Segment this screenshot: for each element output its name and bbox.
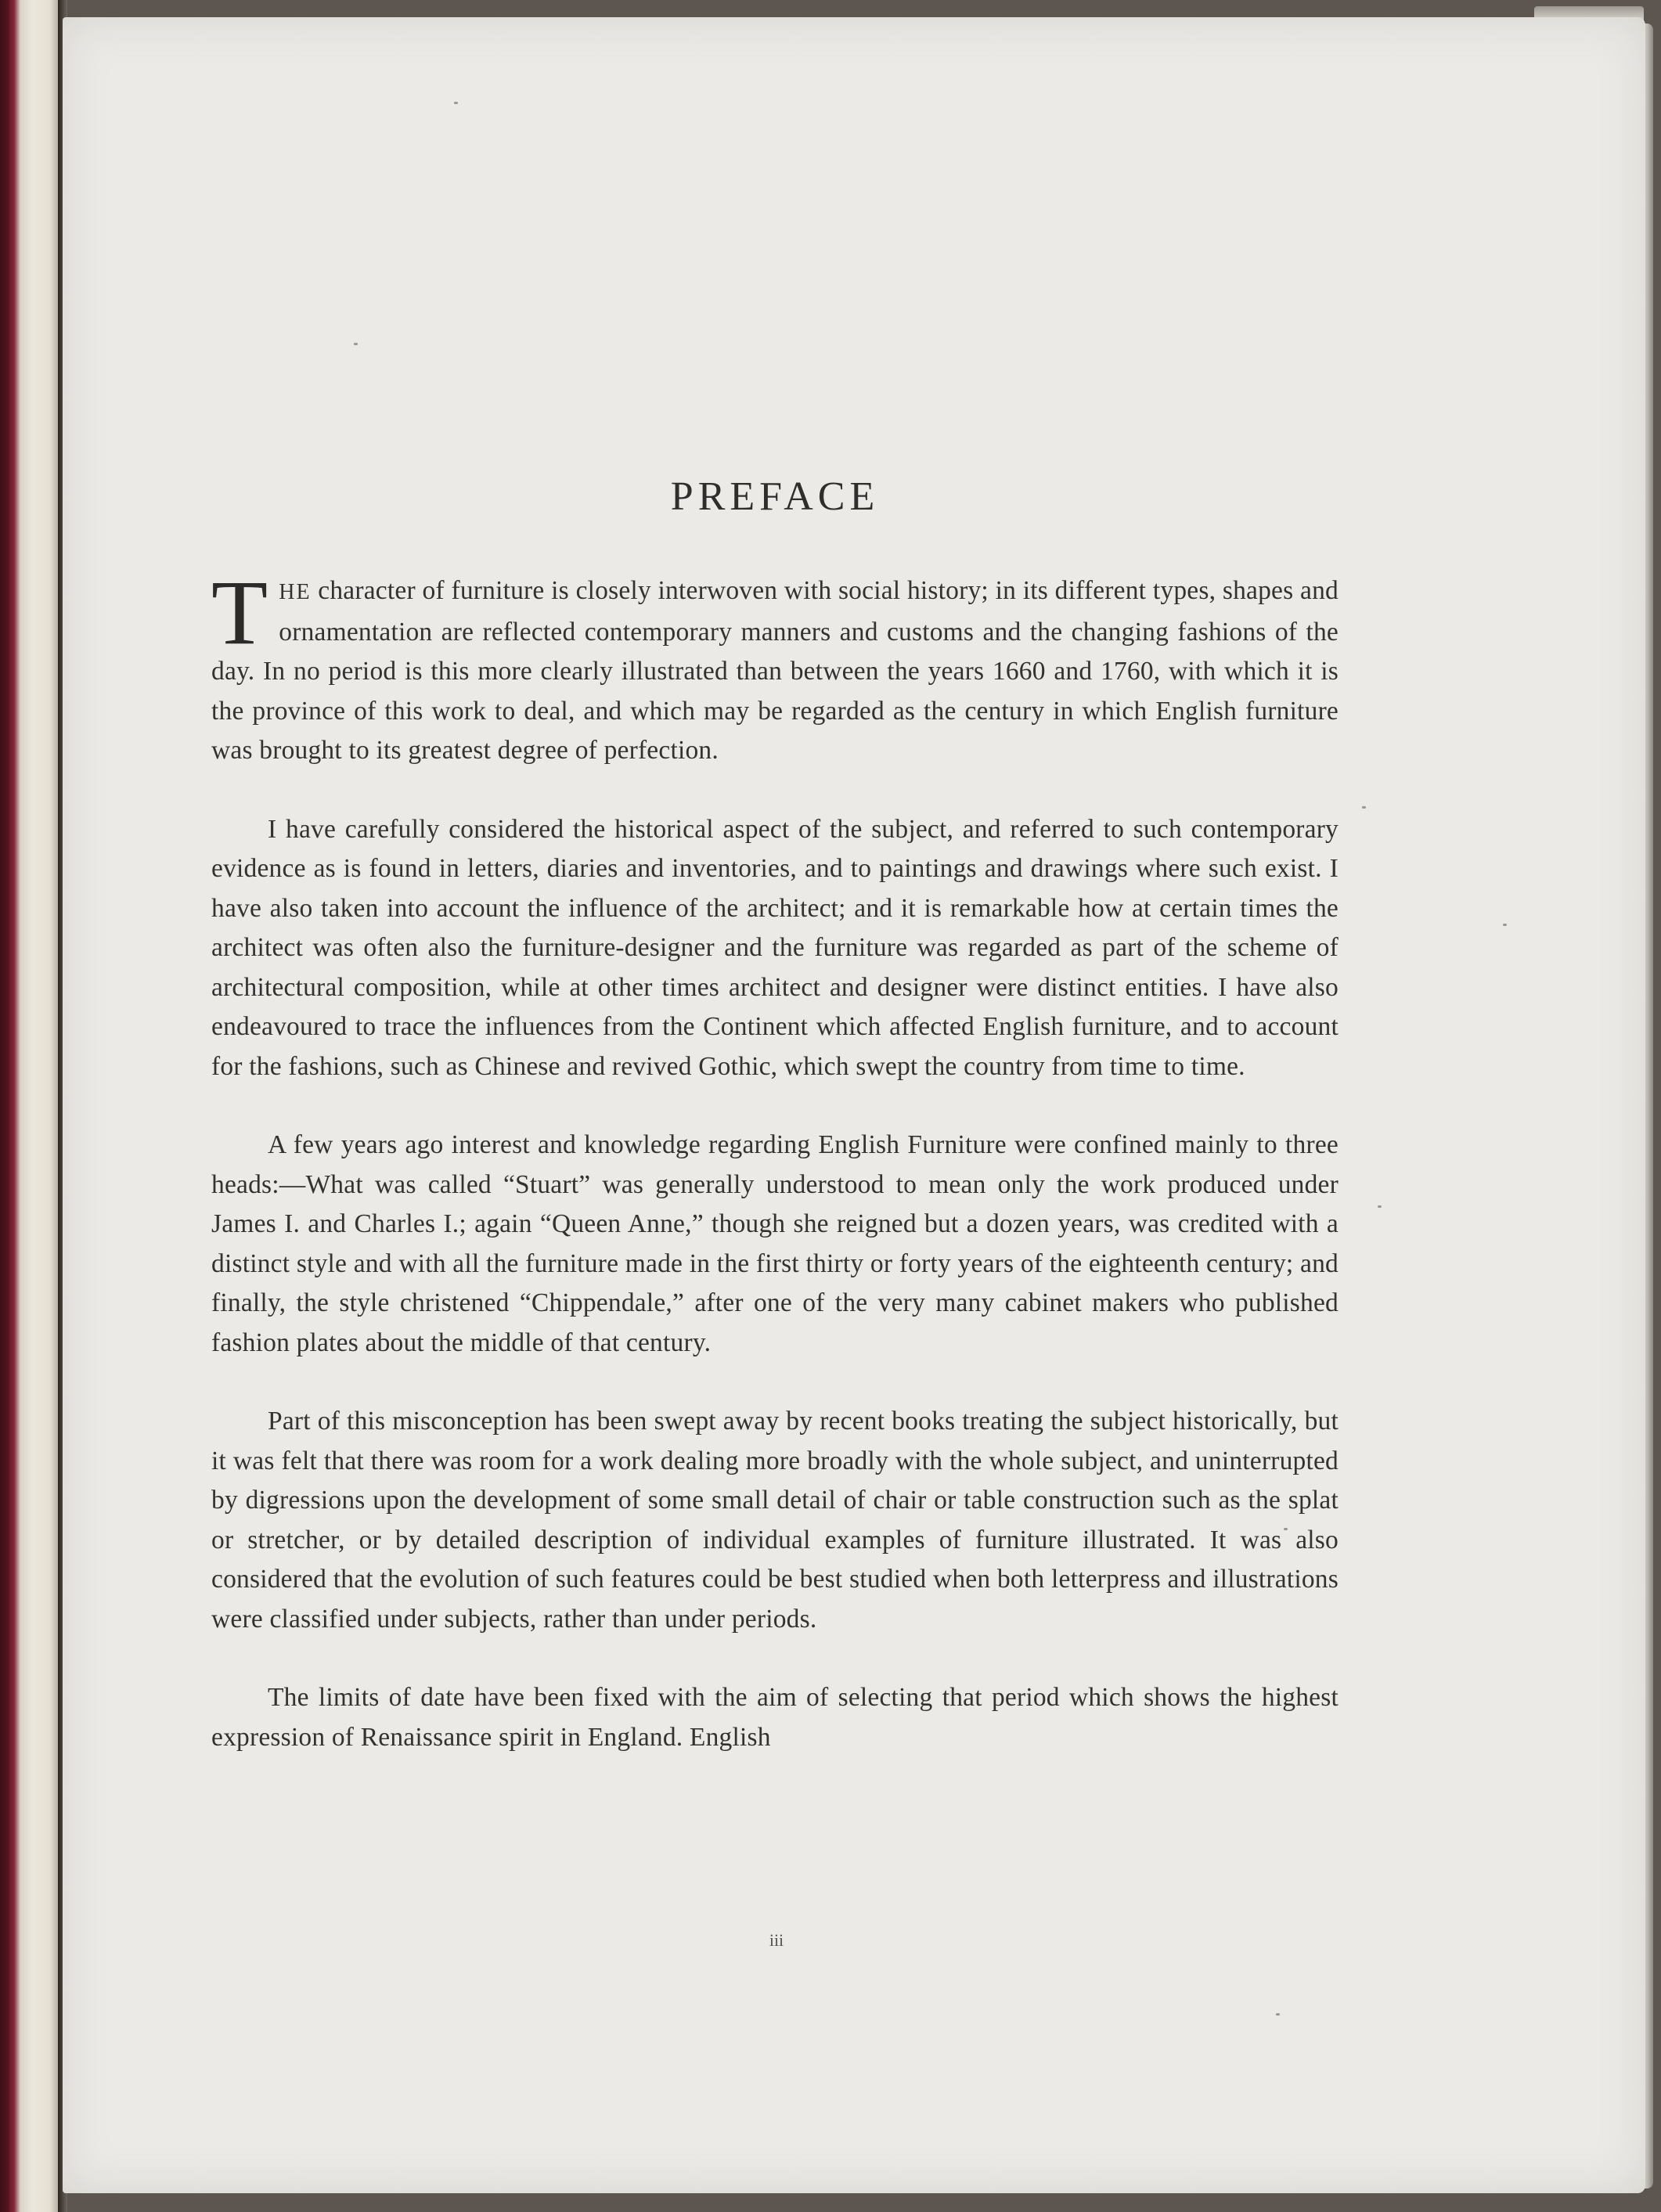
binding-edge [9, 0, 58, 2212]
paragraph-5: The limits of date have been fixed with the aim of selecting that period which shows the highest expression of Renaissance spirit in England. English [211, 1683, 1339, 1752]
page-title: PREFACE [670, 474, 880, 519]
drop-cap-continuation: HE [279, 580, 312, 604]
paper-speck [354, 343, 358, 345]
paragraph-text: character of furniture is closely interwoven with social history; in its different types, shapes and ornamentation are reflected contemporary manners and customs and the changing fashions of the day. In no period is this more clearly illustrated than between the years 1660 and 1760, with which it is the province of this work to deal, and which may be regarded as the century in which English furniture was brought to its greatest degree of perfection. [211, 576, 1339, 765]
paper-speck [454, 102, 458, 104]
paper-speck [1503, 924, 1507, 926]
paragraph-1 [211, 561, 1339, 771]
paper-speck [1276, 2013, 1280, 2016]
paragraph-2: I have carefully considered the historical aspect of the subject, and referred to such contemporary evidence as is found in letters, diaries and inventories, and to paintings and drawings where such exist. I have also taken into account the influence of the architect; and it is remarkable how at certain times the architect was often also the furniture-designer and the furniture was regarded as part of the scheme of architectural composition, while at other times architect and designer were distinct entities. I have also endeavoured to trace the influences from the Continent which affected English furniture, and to account for the fashions, such as Chinese and revived Gothic, which swept the country from time to time. [211, 814, 1339, 1081]
page-content [211, 470, 1339, 1796]
paragraph-4: Part of this misconception has been swept away by recent books treating the subject historically, but it was felt that there was room for a work dealing more broadly with the whole subject, and uninterrupted by digressions upon the development of some small detail of chair or table construction such as the splat or stretcher, or by detailed description of individual examples of furniture illustrated. It was also considered that the evolution of such features could be best studied when both letterpress and illustrations were classified under subjects, rather than under periods. [211, 1407, 1339, 1634]
page-number: iii [769, 1930, 784, 1950]
paper-speck [1362, 806, 1366, 809]
drop-cap: T [211, 561, 268, 664]
paper-speck [1378, 1205, 1382, 1208]
paragraph-3: A few years ago interest and knowledge regarding English Furniture were confined mainly to three heads:—What was called “Stuart” was generally understood to mean only the work produced under James I. and Charles I.; again “Queen Anne,” though she reigned but a dozen years, was credited with a distinct style and with all the furniture made in the first thirty or forty years of the eighteenth century; and finally, the style christened “Chippendale,” after one of the very many cabinet makers who published fashion plates about the middle of that century. [211, 1130, 1339, 1357]
